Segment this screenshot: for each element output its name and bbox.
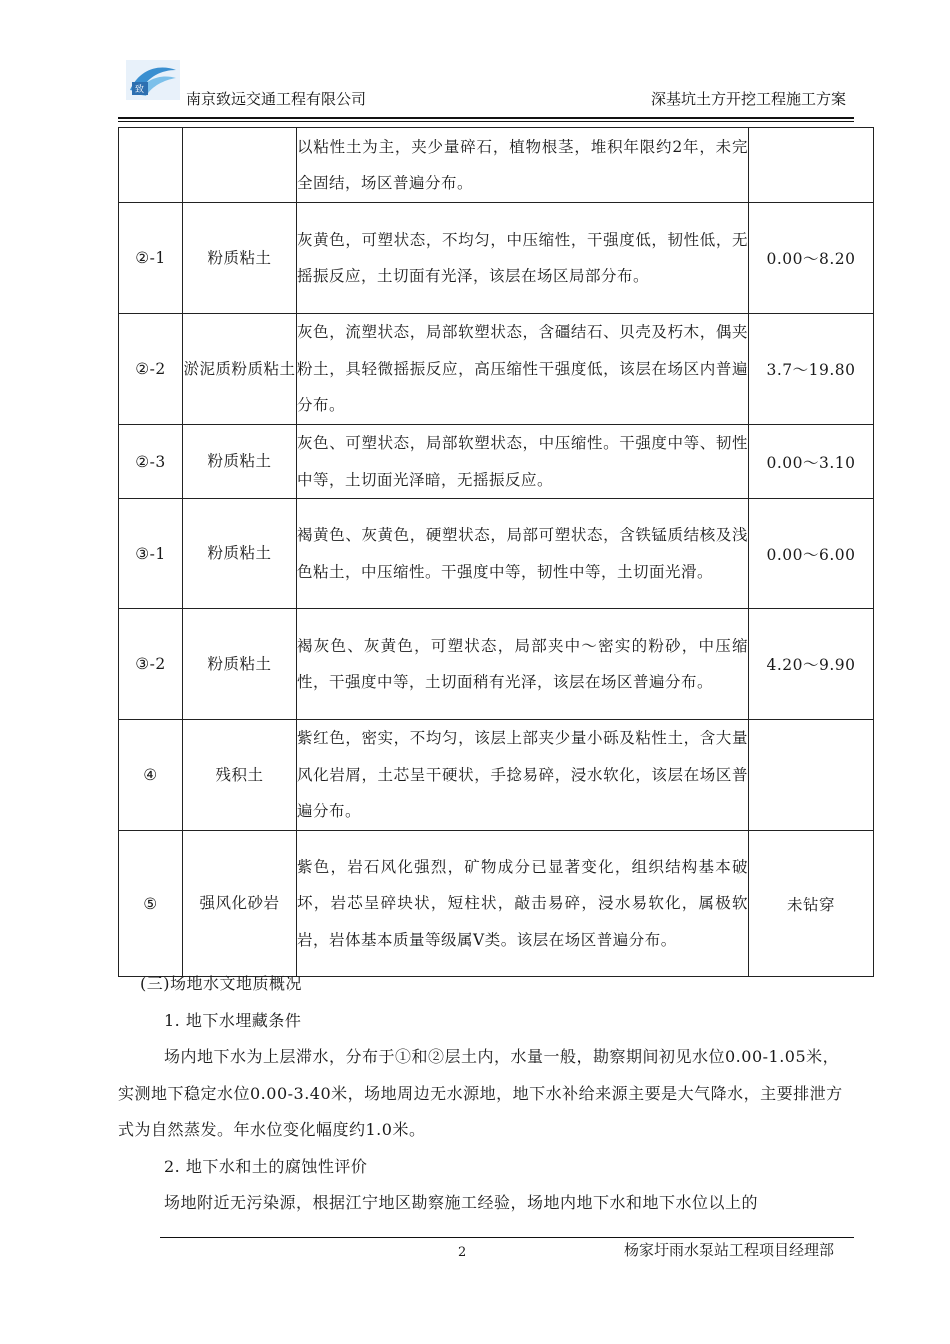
table-row [119, 314, 874, 425]
stratum-id: ②-3 [119, 425, 183, 499]
stratum-name [183, 128, 297, 203]
stratum-depth: 0.00～8.20 [749, 203, 874, 314]
subsection-title: 1. 地下水埋藏条件 [164, 1010, 302, 1030]
stratum-id: ②-1 [119, 203, 183, 314]
stratum-id: ④ [119, 720, 183, 831]
header-rule [118, 117, 854, 119]
stratum-depth: 0.00～6.00 [749, 499, 874, 609]
company-name: 南京致远交通工程有限公司 [186, 90, 367, 108]
stratum-name: 粉质粘土 [183, 203, 297, 314]
page-number: 2 [458, 1245, 467, 1260]
table-row [119, 499, 874, 609]
stratum-name: 残积土 [183, 720, 297, 831]
stratum-id: ③-1 [119, 499, 183, 609]
stratum-depth [749, 720, 874, 831]
table-row [119, 831, 874, 977]
stratum-depth: 未钻穿 [749, 831, 874, 977]
svg-text:致: 致 [135, 85, 145, 95]
company-logo-icon [126, 60, 180, 100]
paragraph-text: 场内地下水为上层滞水，分布于①和②层土内，水量一般，勘察期间初见水位0.00-1.05米，实测地下稳定水位0.00-3.40米，场地周边无水源地，地下水补给来源主要是大气降水，主要排泄方式为自然蒸发。年水位变化幅度约1.0米。 [118, 1047, 843, 1139]
stratum-description: 紫色，岩石风化强烈，矿物成分已显著变化，组织结构基本破坏，岩芯呈碎块状，短柱状，敲击易碎，浸水易软化，属极软岩，岩体基本质量等级属Ⅴ类。该层在场区普遍分布。 [297, 831, 749, 977]
document-title: 深基坑土方开挖工程施工方案 [650, 90, 846, 108]
body-section [118, 966, 854, 1222]
footer-department: 杨家圩雨水泵站工程项目经理部 [623, 1241, 834, 1259]
stratum-description: 紫红色，密实，不均匀，该层上部夹少量小砾及粘性土，含大量风化岩屑，土芯呈干硬状，手捻易碎，浸水软化，该层在场区普遍分布。 [297, 720, 749, 831]
table-row [119, 425, 874, 499]
table-row [119, 203, 874, 314]
stratum-description: 灰黄色，可塑状态，不均匀，中压缩性，干强度低，韧性低，无摇振反应，土切面有光泽，该层在场区局部分布。 [297, 203, 749, 314]
table-row [119, 609, 874, 720]
table-row [119, 128, 874, 203]
stratum-name: 粉质粘土 [183, 609, 297, 720]
stratum-description: 灰色、可塑状态，局部软塑状态，中压缩性。干强度中等、韧性中等，土切面光泽暗，无摇振反应。 [297, 425, 749, 499]
stratum-id: ⑤ [119, 831, 183, 977]
paragraph [118, 1185, 854, 1222]
stratum-name: 强风化砂岩 [183, 831, 297, 977]
paragraph [118, 1039, 854, 1149]
table-row [119, 720, 874, 831]
stratum-name: 粉质粘土 [183, 425, 297, 499]
stratum-depth [749, 128, 874, 203]
stratum-depth: 3.7～19.80 [749, 314, 874, 425]
section-title: (三)场地水文地质概况 [140, 974, 302, 993]
stratum-name: 粉质粘土 [183, 499, 297, 609]
stratum-depth: 0.00～3.10 [749, 425, 874, 499]
stratum-description: 褐灰色、灰黄色，可塑状态，局部夹中～密实的粉砂，中压缩性，干强度中等，土切面稍有光泽，该层在场区普遍分布。 [297, 609, 749, 720]
stratum-description: 褐黄色、灰黄色，硬塑状态，局部可塑状态，含铁锰质结核及浅色粘土，中压缩性。干强度中等，韧性中等，土切面光滑。 [297, 499, 749, 609]
stratum-id [119, 128, 183, 203]
footer-rule [160, 1237, 854, 1238]
stratum-description: 以粘性土为主，夹少量碎石，植物根茎，堆积年限约2年，未完全固结，场区普遍分布。 [297, 128, 749, 203]
stratum-id: ③-2 [119, 609, 183, 720]
stratum-depth: 4.20～9.90 [749, 609, 874, 720]
stratum-description: 灰色，流塑状态，局部软塑状态，含礓结石、贝壳及朽木，偶夹粉土，具轻微摇振反应，高压缩性干强度低，该层在场区内普遍分布。 [297, 314, 749, 425]
soil-strata-table [118, 127, 874, 977]
subsection-title: 2. 地下水和土的腐蚀性评价 [164, 1156, 368, 1176]
stratum-name: 淤泥质粉质粘土 [183, 314, 297, 425]
header-rule-thin [118, 121, 854, 122]
page-header [118, 58, 854, 120]
stratum-id: ②-2 [119, 314, 183, 425]
paragraph-text: 场地附近无污染源，根据江宁地区勘察施工经验，场地内地下水和地下水位以上的 [164, 1193, 759, 1212]
